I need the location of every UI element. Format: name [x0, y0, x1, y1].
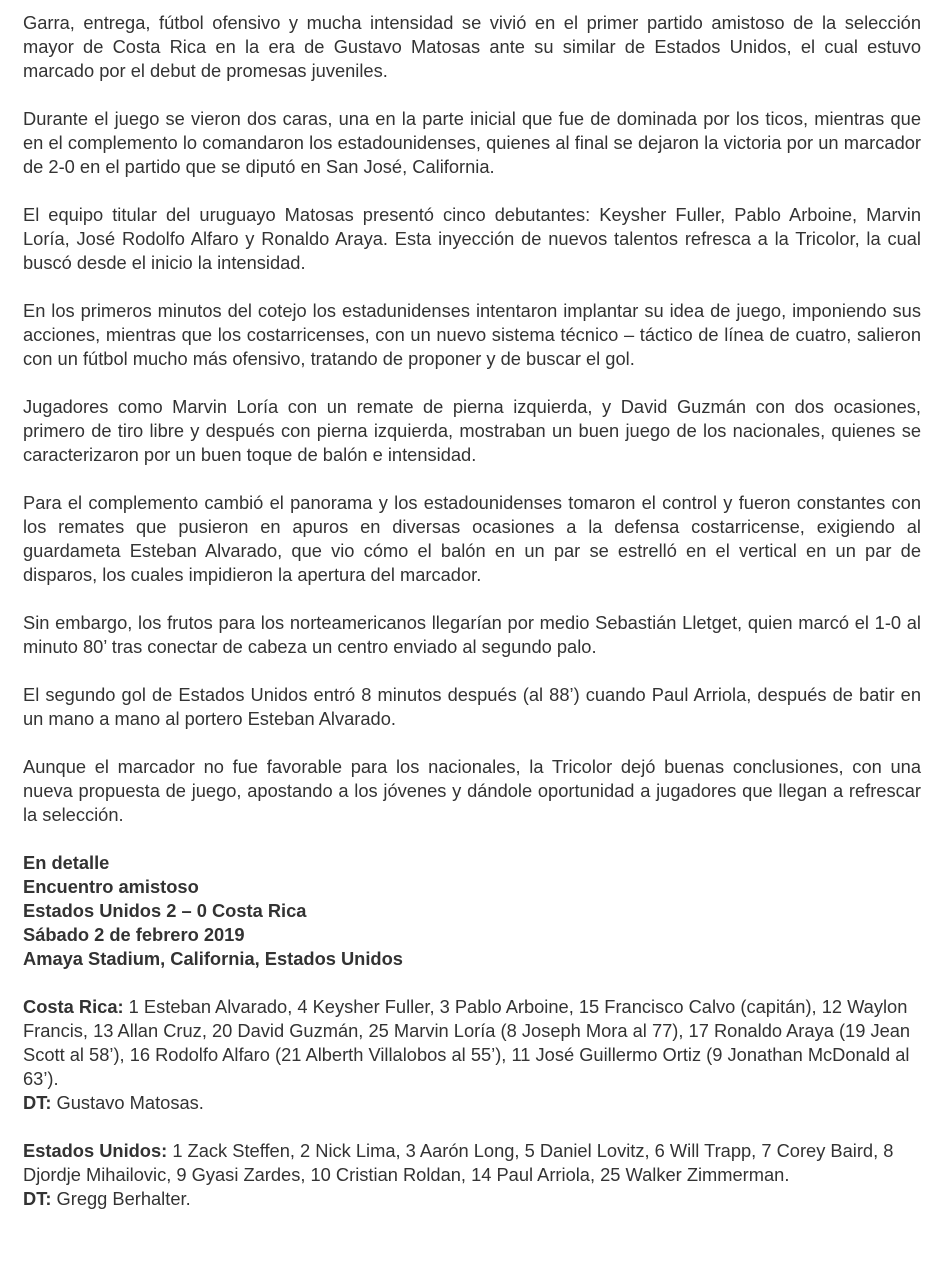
article-paragraph-2: Durante el juego se vieron dos caras, una en la parte inicial que fue de dominada por los ticos, mientras que en el complemento lo comandaron los estadounidenses, quienes al final se dejaron la victoria por un marcador de 2-0 en el partido que se diputó en San José, California.	[23, 108, 921, 177]
article-paragraph-9: Aunque el marcador no fue favorable para los nacionales, la Tricolor dejó buenas conclusiones, con una nueva propuesta de juego, apostando a los jóvenes y dándole oportunidad a jugadores que llegan a refrescar la selección.	[23, 756, 921, 825]
coach-costa-rica: Gustavo Matosas.	[51, 1092, 204, 1113]
coach-label-costa-rica: DT:	[23, 1092, 52, 1113]
match-score: Estados Unidos 2 – 0 Costa Rica	[23, 900, 307, 921]
article-paragraph-5: Jugadores como Marvin Loría con un remate de pierna izquierda, y David Guzmán con dos ocasiones, primero de tiro libre y después con pierna izquierda, mostraban un buen juego de los nacionales, quienes se caracterizaron por un buen toque de balón e intensidad.	[23, 396, 921, 465]
match-date: Sábado 2 de febrero 2019	[23, 924, 245, 945]
players-costa-rica: 1 Esteban Alvarado, 4 Keysher Fuller, 3 Pablo Arboine, 15 Francisco Calvo (capitán), 12 Waylon Francis, 13 Allan Cruz, 20 David Guzmán, 25 Marvin Loría (8 Joseph Mora al 77), 17 Ronaldo Araya (19 Jean Scott al 58’), 16 Rodolfo Alfaro (21 Alberth Villalobos al 55’), 11 José Guillermo Ortiz (9 Jonathan McDonald al 63’).	[23, 996, 911, 1089]
coach-estados-unidos: Gregg Berhalter.	[51, 1188, 191, 1209]
match-type: Encuentro amistoso	[23, 876, 199, 897]
lineup-estados-unidos-players-line	[23, 1139, 921, 1187]
article-paragraph-1: Garra, entrega, fútbol ofensivo y mucha intensidad se vivió en el primer partido amistoso de la selección mayor de Costa Rica en la era de Gustavo Matosas ante su similar de Estados Unidos, el cual estuvo marcado por el debut de promesas juveniles.	[23, 12, 921, 81]
lineup-costa-rica-players-line	[23, 995, 921, 1091]
article-paragraph-4: En los primeros minutos del cotejo los estadunidenses intentaron implantar su idea de juego, imponiendo sus acciones, mientras que los costarricenses, con un nuevo sistema técnico – táctico de línea de cuatro, salieron con un fútbol mucho más ofensivo, tratando de proponer y de buscar el gol.	[23, 300, 921, 369]
article-paragraph-7: Sin embargo, los frutos para los norteamericanos llegarían por medio Sebastián Lletget, quien marcó el 1-0 al minuto 80’ tras conectar de cabeza un centro enviado al segundo palo.	[23, 612, 921, 657]
match-details	[23, 851, 921, 971]
coach-estados-unidos-line	[23, 1187, 921, 1211]
match-venue: Amaya Stadium, California, Estados Unidos	[23, 948, 403, 969]
coach-costa-rica-line	[23, 1091, 921, 1115]
lineup-costa-rica	[23, 995, 921, 1115]
article-paragraph-6: Para el complemento cambió el panorama y los estadounidenses tomaron el control y fueron constantes con los remates que pusieron en apuros en diversas ocasiones a la defensa costarricense, exigiendo al guardameta Esteban Alvarado, que vio cómo el balón en un par se estrelló en el vertical en un par de disparos, los cuales impidieron la apertura del marcador.	[23, 492, 921, 585]
coach-label-estados-unidos: DT:	[23, 1188, 52, 1209]
lineup-estados-unidos	[23, 1139, 921, 1211]
players-estados-unidos: 1 Zack Steffen, 2 Nick Lima, 3 Aarón Long, 5 Daniel Lovitz, 6 Will Trapp, 7 Corey Baird, 8 Djordje Mihailovic, 9 Gyasi Zardes, 10 Cristian Roldan, 14 Paul Arriola, 25 Walker Zimmerman.	[23, 1140, 894, 1185]
details-heading: En detalle	[23, 852, 110, 873]
article-paragraph-8: El segundo gol de Estados Unidos entró 8 minutos después (al 88’) cuando Paul Arriola, después de batir en un mano a mano al portero Esteban Alvarado.	[23, 684, 921, 729]
article-paragraph-3: El equipo titular del uruguayo Matosas presentó cinco debutantes: Keysher Fuller, Pablo Arboine, Marvin Loría, José Rodolfo Alfaro y Ronaldo Araya. Esta inyección de nuevos talentos refresca a la Tricolor, la cual buscó desde el inicio la intensidad.	[23, 204, 921, 273]
team-label-costa-rica: Costa Rica:	[23, 996, 124, 1017]
team-label-estados-unidos: Estados Unidos:	[23, 1140, 168, 1161]
